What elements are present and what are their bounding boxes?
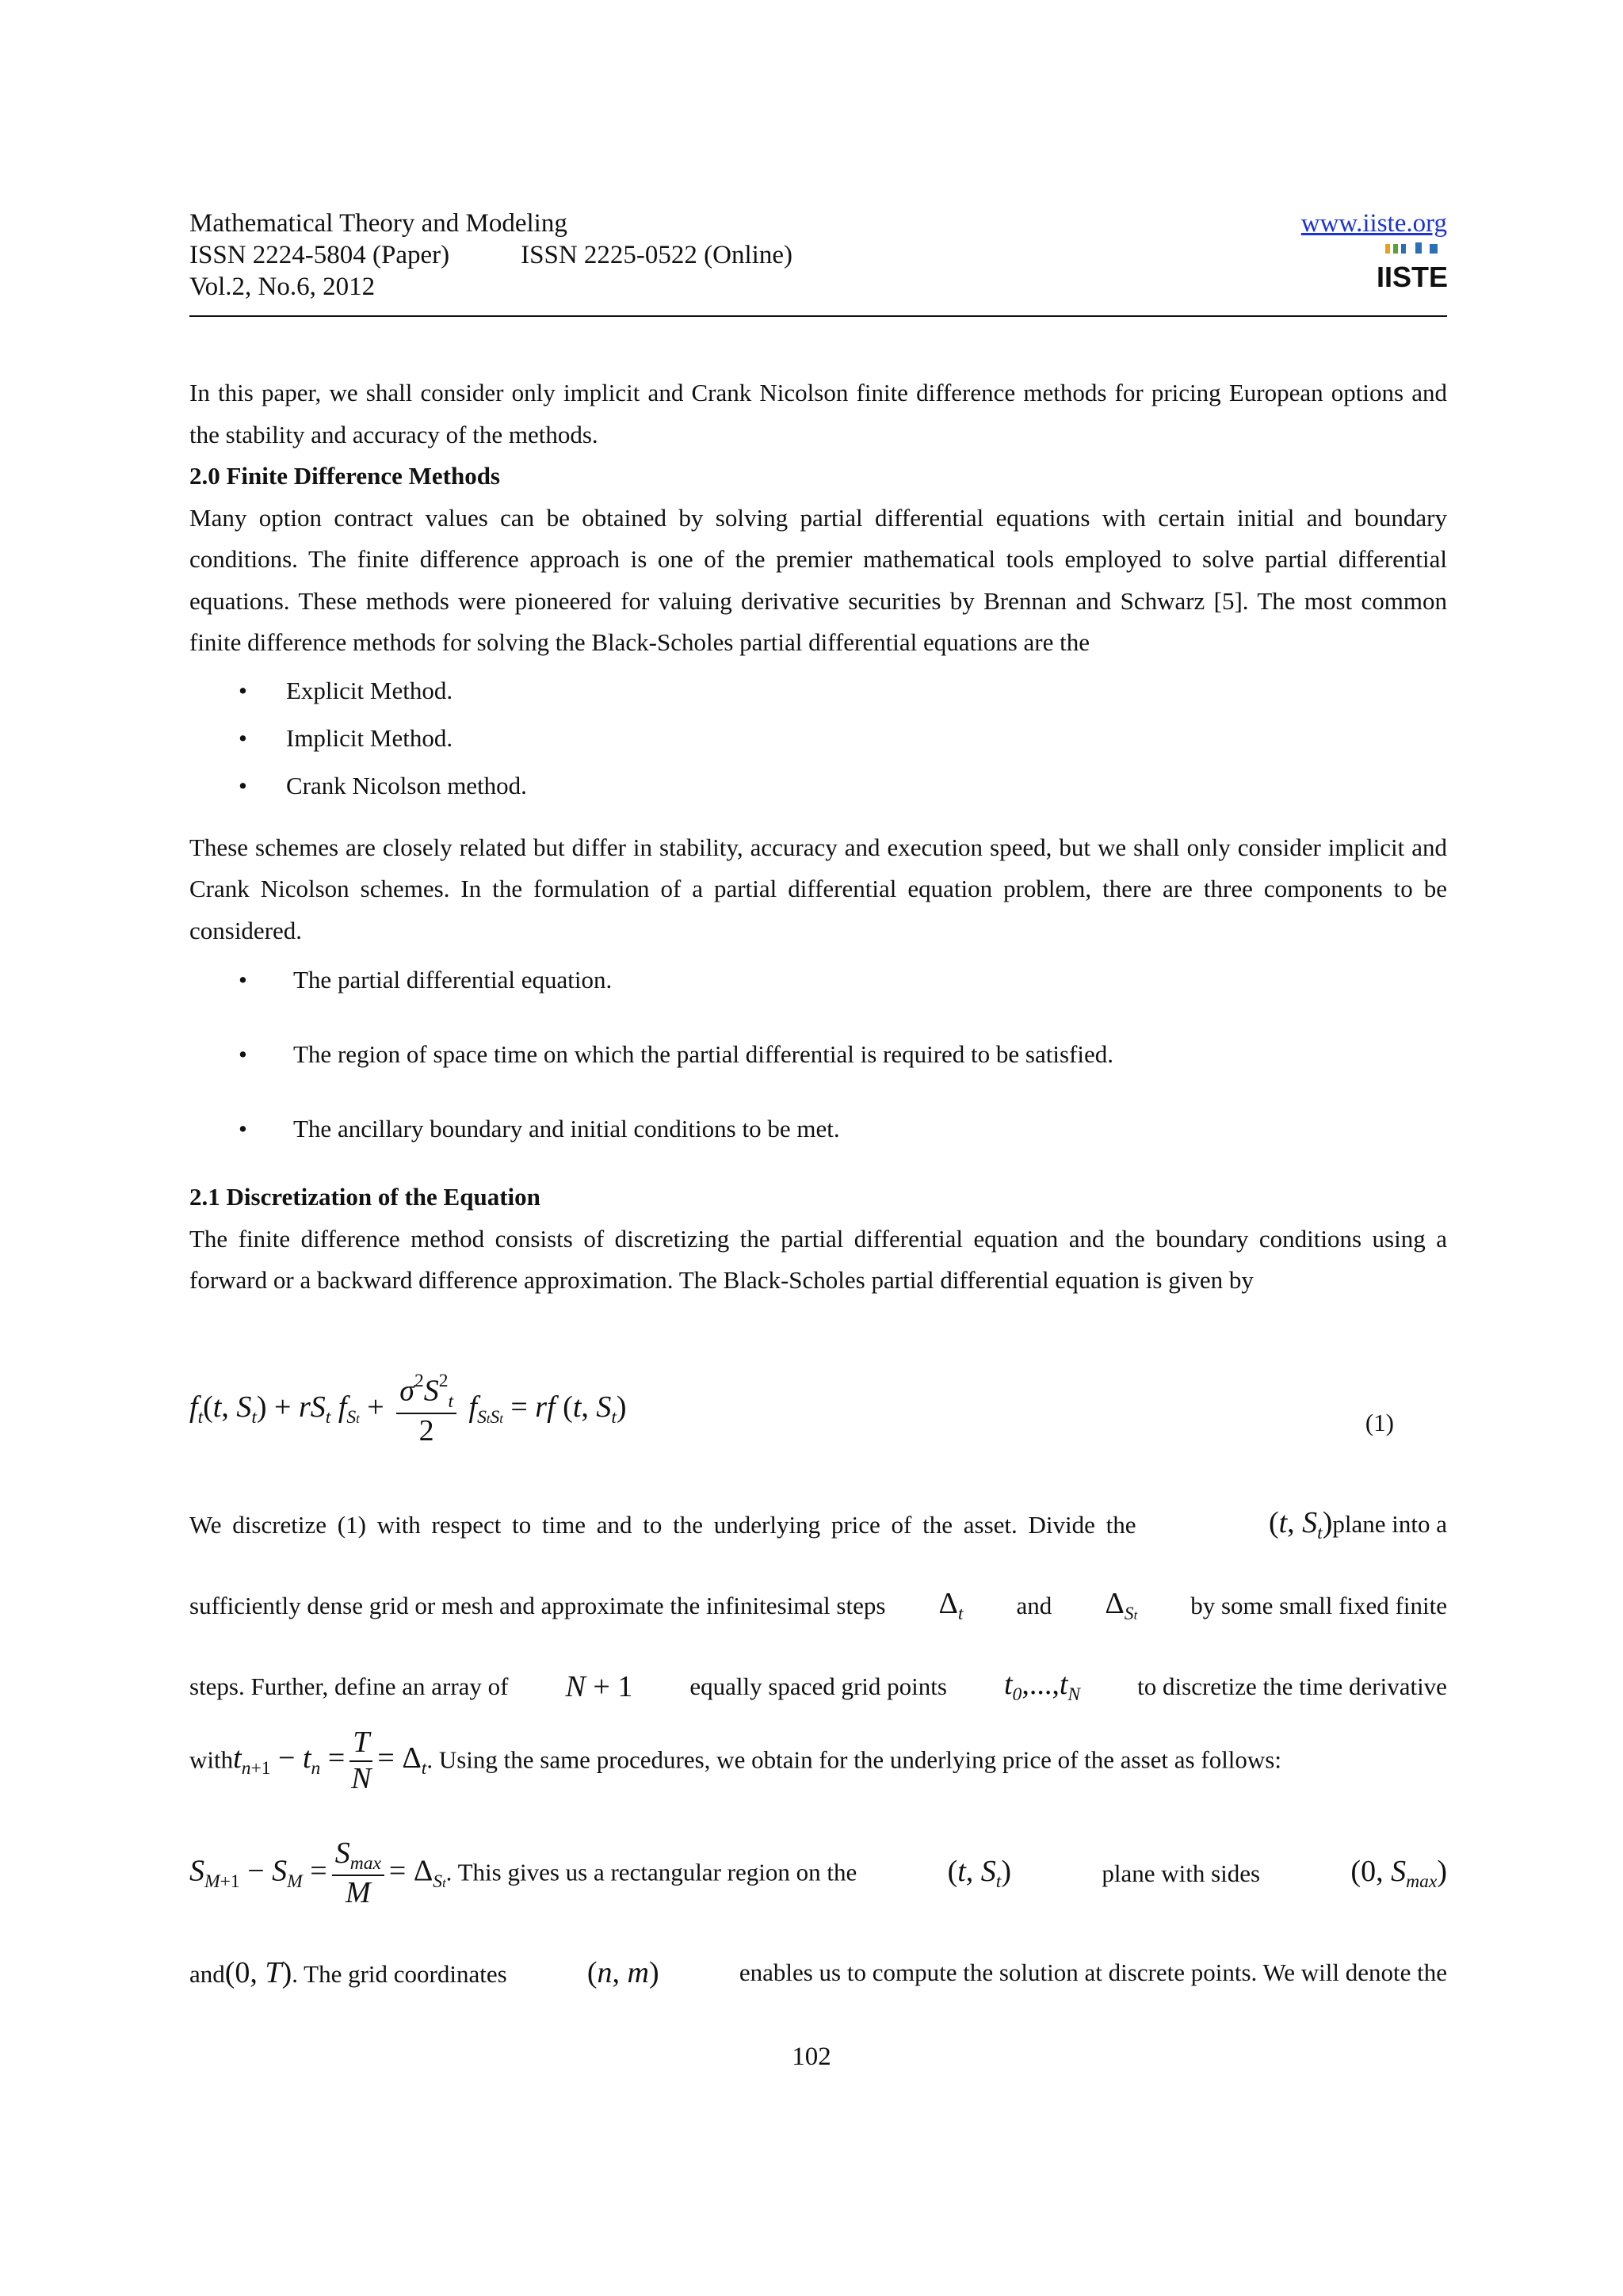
line5-text-a: . This gives us a rectangular region on the	[445, 1858, 857, 1886]
main-content	[189, 372, 1447, 1302]
line3-text-c: to discretize the time derivative	[1137, 1672, 1447, 1700]
math-price-step: $S_{M+1} - S_M$ = $\frac{S_{max}}{M}$ = $\Delta_{St}$. This gives us a rectangular region on the	[189, 1836, 857, 1910]
math-grid-points: $t_0,...,t_N$	[1003, 1668, 1081, 1706]
text-line-3	[189, 1667, 1447, 1706]
issn-online: ISSN 2225-0522 (Online)	[521, 241, 792, 269]
text-line-1	[189, 1505, 1447, 1544]
list-item: • Implicit Method.	[189, 715, 1447, 762]
paragraph-2-0: Many option contract values can be obtained by solving partial differential equations with certain initial and boundary conditions. The finite difference approach is one of the premier mathematical tools employed to solve partial differential equations. These methods were pioneered for valuing derivative securities by Brennan and Schwarz [5]. The most common finite difference methods for solving the Black-Scholes partial differential equations are the	[189, 503, 1447, 656]
equation-1	[189, 1371, 1447, 1449]
list-item: • The ancillary boundary and initial conditions to be met.	[189, 1105, 1447, 1153]
text-line-2	[189, 1586, 1447, 1625]
website-link[interactable]: www.iiste.org	[1300, 209, 1447, 238]
line3-text-a: steps. Further, define an array of	[189, 1672, 509, 1700]
heading-2-0: 2.0 Finite Difference Methods	[189, 462, 500, 490]
math-t-St-2: (t, $S_t$)	[947, 1855, 1011, 1893]
math-and-0T: and(0, T). The grid coordinates	[189, 1956, 507, 1989]
list-item: • The region of space time on which the partial differential is required to be satisfied.	[189, 1031, 1447, 1078]
iiste-logo-icon	[1376, 242, 1449, 293]
heading-2-1: 2.1 Discretization of the Equation	[189, 1183, 540, 1211]
journal-header	[189, 208, 1447, 318]
line1-text-b: plane into a	[1332, 1510, 1447, 1538]
components-list	[189, 956, 1447, 1153]
line3-text-b: equally spaced grid points	[689, 1672, 947, 1700]
header-divider	[189, 315, 1447, 317]
line2-text-b: by some small fixed finite	[1190, 1591, 1447, 1619]
line5-text-b: plane with sides	[1102, 1859, 1261, 1887]
math-t-St: (t, $S_t)plane$ into a	[1268, 1506, 1447, 1544]
math-time-step: $t_{n+1} - t_n$ = $\frac{T}{N}$ = $\Delta_t$	[233, 1726, 427, 1795]
line2-text-a: sufficiently dense grid or mesh and approximate the infinitesimal steps	[189, 1591, 886, 1619]
list-item: • The partial differential equation.	[189, 956, 1447, 1004]
volume-line: Vol.2, No.6, 2012	[189, 273, 376, 301]
methods-list	[189, 667, 1447, 810]
line6-text-a: and	[189, 1960, 225, 1988]
math-N-plus-1: N + 1	[565, 1669, 633, 1703]
issn-paper: ISSN 2224-5804 (Paper)	[189, 241, 450, 269]
line4-text-a: with	[189, 1745, 234, 1774]
line6-text-c: enables us to compute the solution at discrete points. We will denote the	[739, 1958, 1447, 1986]
list-item: • Crank Nicolson method.	[189, 762, 1447, 810]
intro-paragraph: In this paper, we shall consider only implicit and Crank Nicolson finite difference methods for pricing European options and the stability and accuracy of the methods.	[189, 379, 1447, 448]
equation-number: (1)	[1365, 1409, 1394, 1436]
math-delta-St: $\Delta_{St}$	[1105, 1587, 1138, 1625]
math-grid-coords: (n, m)	[586, 1956, 659, 1989]
line2-and: and	[1016, 1591, 1052, 1619]
math-delta-t: $\Delta_t$	[938, 1587, 964, 1625]
line4-text-b: . Using the same procedures, we obtain for the underlying price of the asset as follows:	[426, 1745, 1281, 1774]
svg-text:IISTE: IISTE	[1376, 261, 1449, 293]
issn-line	[189, 239, 1447, 271]
math-side-smax: (0, $S_{max}$)	[1350, 1855, 1447, 1893]
equation-1-body: $f_t(t$, $S_t) + rS_t$ $f_{St}$ + $\frac{\sigma^2S^2_t}{2}$ $f_{StSt}$ = rf (t, $S_t$)	[189, 1371, 627, 1447]
journal-title: Mathematical Theory and Modeling	[189, 209, 567, 238]
list-item: • Explicit Method.	[189, 667, 1447, 715]
text-line-6	[189, 1955, 1447, 1990]
text-line-4	[189, 1726, 1447, 1796]
text-line-5	[189, 1836, 1447, 1911]
paragraph-2-1: The finite difference method consists of discretizing the partial differential equation and the boundary conditions using a forward or a backward difference approximation. The Black-Scholes partial differential equation is given by	[189, 1224, 1447, 1294]
line6-text-b: . The grid coordinates	[292, 1960, 507, 1988]
page-number: 102	[792, 2042, 831, 2071]
paragraph-schemes: These schemes are closely related but differ in stability, accuracy and execution speed, but we shall only consider implicit and Crank Nicolson schemes. In the formulation of a partial differential equation problem, there are three components to be considered.	[189, 833, 1447, 944]
line1-text-a: We discretize (1) with respect to time and to the underlying price of the asset. Divide the	[189, 1510, 1136, 1539]
